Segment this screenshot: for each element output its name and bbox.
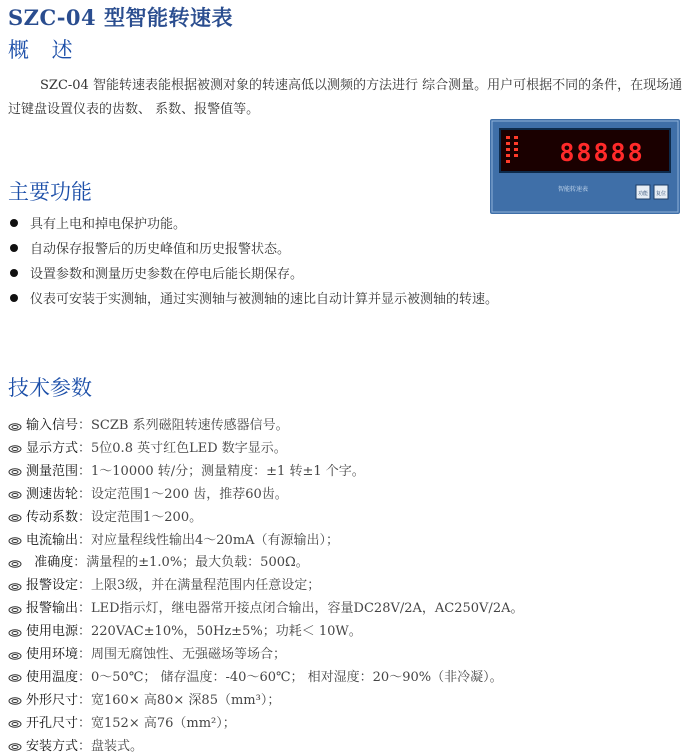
- spec-label: 使用环境: [26, 647, 79, 662]
- spec-label: 报警输出: [26, 601, 79, 617]
- spec-value: ：对应量程线性输出4～20mA（有源输出）；: [78, 532, 340, 548]
- feature-item: [10, 238, 290, 257]
- double-circle-icon: [8, 694, 22, 702]
- spec-value: ：1～10000 转/分；测量精度：±1 转±1 个字。: [78, 463, 365, 479]
- feature-text: 具有上电和掉电保护功能。: [30, 217, 187, 232]
- spec-label: 安装方式: [26, 738, 79, 754]
- double-circle-icon: [8, 442, 22, 450]
- double-circle-icon: [8, 465, 22, 473]
- double-circle-icon: [8, 626, 22, 634]
- spec-label: 电流输出: [26, 532, 79, 548]
- spec-value: ：宽152× 高76（mm²）；: [78, 715, 236, 731]
- spec-label: 显示方式: [26, 440, 79, 456]
- feature-item: [10, 213, 186, 232]
- spec-value: ：盘装式。: [78, 738, 144, 754]
- spec-item: [8, 689, 280, 708]
- spec-item: [8, 460, 365, 479]
- svg-text:复位: 复位: [655, 191, 667, 197]
- feature-text: 仪表可安装于实测轴，通过实测轴与被测轴的速比自动计算并显示被测轴的转速。: [30, 292, 499, 307]
- spec-value: ：上限3级，并在满量程范围内任意设定；: [78, 578, 321, 594]
- spec-value: ：SCZB 系列磁阻转速传感器信号。: [78, 418, 289, 433]
- bullet-icon: [10, 294, 18, 302]
- double-circle-icon: [8, 557, 22, 565]
- spec-label: 报警设定: [26, 578, 79, 594]
- double-circle-icon: [8, 717, 22, 725]
- double-circle-icon: [8, 649, 22, 657]
- spec-item: [8, 735, 143, 754]
- double-circle-icon: [8, 740, 22, 748]
- device-led-display: 88888: [559, 138, 645, 167]
- page-title: SZC-04 型智能转速表: [8, 5, 233, 30]
- spec-label: 准确度: [26, 555, 74, 571]
- spec-item: [8, 643, 286, 662]
- bullet-icon: [10, 244, 18, 252]
- spec-label: 外形尺寸: [26, 692, 79, 708]
- spec-item: [8, 414, 289, 433]
- double-circle-icon: [8, 511, 22, 519]
- spec-label: 测速齿轮: [26, 486, 79, 502]
- device-panel-label: 智能转速表: [558, 186, 589, 193]
- spec-item: [8, 620, 362, 639]
- spec-value: ：满量程的±1.0%；最大负载：500Ω。: [73, 555, 309, 571]
- double-circle-icon: [8, 671, 22, 679]
- spec-label: 传动系数: [26, 509, 79, 525]
- spec-item: [8, 551, 309, 570]
- feature-text: 自动保存报警后的历史峰值和历史报警状态。: [30, 242, 291, 257]
- overview-heading: 概 述: [8, 38, 81, 62]
- spec-label: 输入信号: [26, 418, 79, 433]
- spec-value: ：LED指示灯，继电器常开接点闭合输出，容量DC28V/2A，AC250V/2A。: [78, 601, 524, 617]
- feature-item: [10, 263, 303, 282]
- bullet-icon: [10, 219, 18, 227]
- spec-value: ：周围无腐蚀性、无强磁场等场合；: [78, 647, 287, 662]
- overview-paragraph: SZC-04 智能转速表能根据被测对象的转速高低以测频的方法进行 综合测量。用户可根据不同的条件，在现场通过键盘设置仪表的齿数、 系数、报警值等。: [8, 78, 683, 117]
- bullet-icon: [10, 269, 18, 277]
- double-circle-icon: [8, 534, 22, 542]
- spec-value: ：设定范围1～200。: [78, 509, 203, 525]
- double-circle-icon: [8, 420, 22, 428]
- spec-item: [8, 666, 503, 685]
- spec-value: ：220VAC±10%，50Hz±5%；功耗＜ 10W。: [78, 624, 362, 640]
- spec-label: 开孔尺寸: [26, 715, 79, 731]
- feature-item: [10, 288, 498, 307]
- spec-item: [8, 506, 202, 525]
- specs-heading: 技术参数: [8, 376, 92, 400]
- svg-text:功能: 功能: [637, 191, 649, 197]
- spec-item: [8, 437, 287, 456]
- spec-item: [8, 529, 339, 548]
- spec-label: 使用电源: [26, 624, 79, 640]
- spec-label: 测量范围: [26, 463, 79, 479]
- spec-item: [8, 597, 523, 616]
- double-circle-icon: [8, 580, 22, 588]
- spec-value: ：设定范围1～200 齿，推荐60齿。: [78, 486, 288, 502]
- device-image: [490, 119, 680, 214]
- spec-value: ：宽160× 高80× 深85（mm³）；: [78, 692, 281, 708]
- double-circle-icon: [8, 603, 22, 611]
- spec-value: ：0～50℃； 储存温度：-40～60℃； 相对湿度：20～90%（非冷凝）。: [78, 669, 503, 685]
- double-circle-icon: [8, 488, 22, 496]
- features-heading: 主要功能: [8, 180, 92, 204]
- spec-item: [8, 483, 288, 502]
- feature-text: 设置参数和测量历史参数在停电后能长期保存。: [30, 267, 304, 282]
- spec-label: 使用温度: [26, 669, 79, 685]
- spec-item: [8, 574, 320, 593]
- spec-value: ：5位0.8 英寸红色LED 数字显示。: [78, 440, 287, 456]
- spec-item: [8, 712, 236, 731]
